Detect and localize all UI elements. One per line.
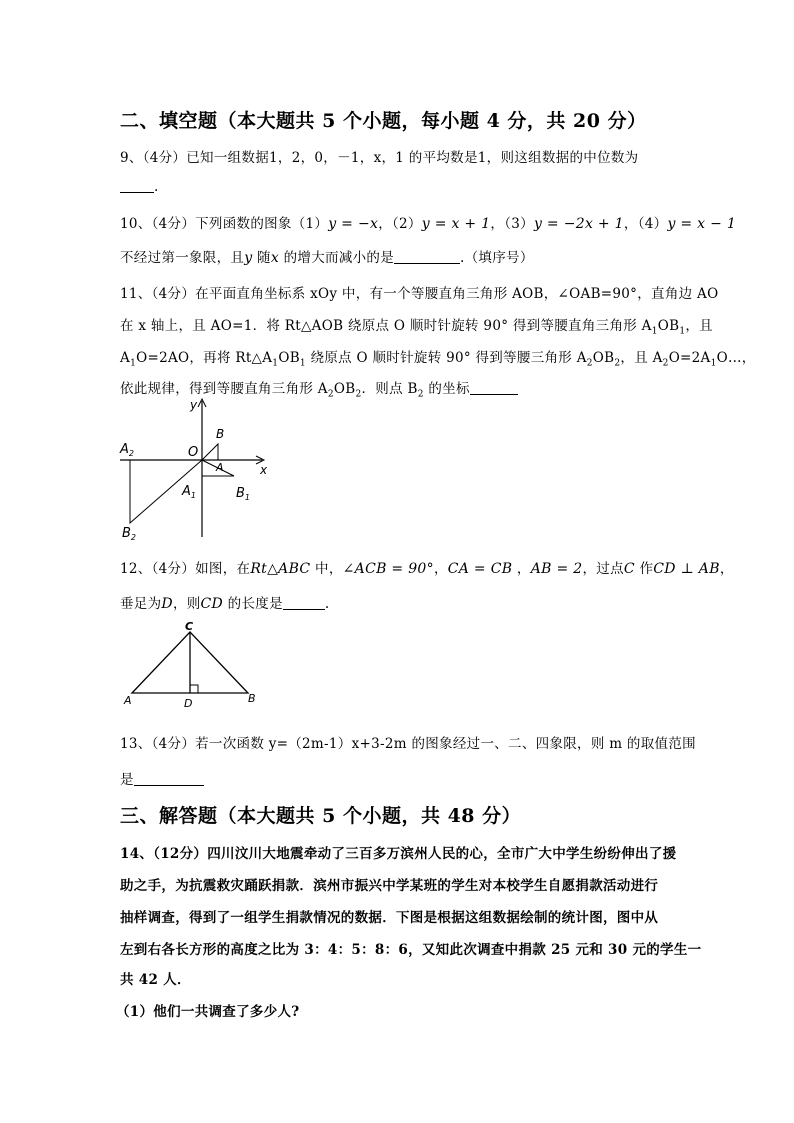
answer-blank-9[interactable] — [120, 178, 154, 193]
label-A: A — [124, 694, 132, 707]
label-x: x — [260, 463, 268, 477]
triangle-AOB — [202, 444, 218, 460]
right-angle-mark — [190, 685, 198, 693]
label-A2: $A_2$ — [120, 442, 134, 458]
question-11-line-4: 依此规律，得到等腰直角三角形 $A_2OB_2$．则点 $B_2$ 的坐标 — [120, 377, 518, 400]
question-9-line-2: . — [120, 178, 159, 195]
question-14-line-3: 抽样调查，得到了一组学生捐款情况的数据．下图是根据这组数据绘制的统计图，图中从 — [120, 910, 659, 926]
question-10-line-1: 10、（4分）下列函数的图象（1）y = −x，（2）y = x + 1，（3）y = −2x + 1，（4）y = x − 1 — [120, 216, 737, 232]
question-13-line-2: 是 — [120, 768, 204, 788]
question-12-line-2: 垂足为D，则CD 的长度是 . — [120, 596, 330, 612]
label-B: B — [248, 692, 256, 705]
label-B2: $B_2$ — [122, 526, 137, 542]
label-y: y — [190, 398, 198, 412]
function-3: y = −2x + 1 — [533, 216, 624, 232]
question-10-line-2: 不经过第一象限，且y 随x 的增大而减小的是 .（填序号） — [120, 250, 534, 266]
section-3-title: 三、解答题（本大题共 5 个小题，共 48 分） — [120, 805, 522, 827]
label-A: A — [216, 461, 224, 474]
label-B: B — [216, 427, 225, 441]
section-2-title: 二、填空题（本大题共 5 个小题，每小题 4 分，共 20 分） — [120, 110, 647, 132]
question-14-line-4: 左到右各长方形的高度之比为 3：4：5：8：6，又知此次调查中捐款 25 元和 30 元的学生一 — [120, 942, 702, 958]
label-C: C — [185, 620, 194, 633]
question-11-line-1: 11、（4分）在平面直角坐标系 xOy 中，有一个等腰直角三角形 AOB，∠OAB=90°，直角边 AO — [120, 286, 719, 302]
answer-blank-10[interactable] — [394, 249, 460, 264]
answer-blank-11[interactable] — [470, 380, 518, 395]
label-B1: $B_1$ — [236, 486, 251, 502]
rotation-figure — [110, 395, 280, 545]
question-14-line-2: 助之手，为抗震救灾踊跃捐款．滨州市振兴中学某班的学生对本校学生自愿捐款活动进行 — [120, 878, 659, 894]
answer-blank-12[interactable] — [283, 595, 325, 610]
question-11-line-3: $A_1O=2AO$，再将 $Rt\triangle A_1OB_1$ 绕原点 O 顺时针旋转 90° 得到等腰三角形 $A_2OB_2$，且 $A_2O=2A_1O\dots$， — [120, 350, 756, 369]
function-2: y = x + 1 — [421, 216, 491, 232]
triangle-ABC-figure — [118, 618, 268, 710]
question-12-line-1: 12、（4分）如图，在Rt△ABC 中，∠ACB = 90°，CA = CB ，AB = 2，过点C 作CD ⊥ AB， — [120, 561, 734, 577]
question-14-subquestion-1: （1）他们一共调查了多少人? — [116, 1004, 300, 1020]
label-O: O — [188, 445, 199, 460]
answer-blank-13[interactable] — [134, 771, 204, 786]
question-9-line-1: 9、（4分）已知一组数据1，2，0，－1，x，1 的平均数是1，则这组数据的中位数为 — [120, 150, 639, 166]
label-D: D — [184, 697, 193, 710]
function-4: y = x − 1 — [667, 216, 737, 232]
label-A1: $A_1$ — [182, 484, 196, 500]
function-1: y = −x — [328, 216, 379, 232]
question-11-line-2: 在 x 轴上，且 AO=1．将 Rt△AOB 绕原点 O 顺时针旋转 90° 得到等腰直角三角形 $A_1OB_1$，且 — [120, 318, 713, 337]
question-14-line-1: 14、（12分）四川汶川大地震牵动了三百多万滨州人民的心，全市广大中学生纷纷伸出了援 — [120, 846, 677, 862]
question-13-line-1: 13、（4分）若一次函数 y=（2m-1）x+3-2m 的图象经过一、二、四象限，则 m 的取值范围 — [120, 736, 696, 752]
question-14-line-5: 共 42 人． — [120, 972, 191, 988]
